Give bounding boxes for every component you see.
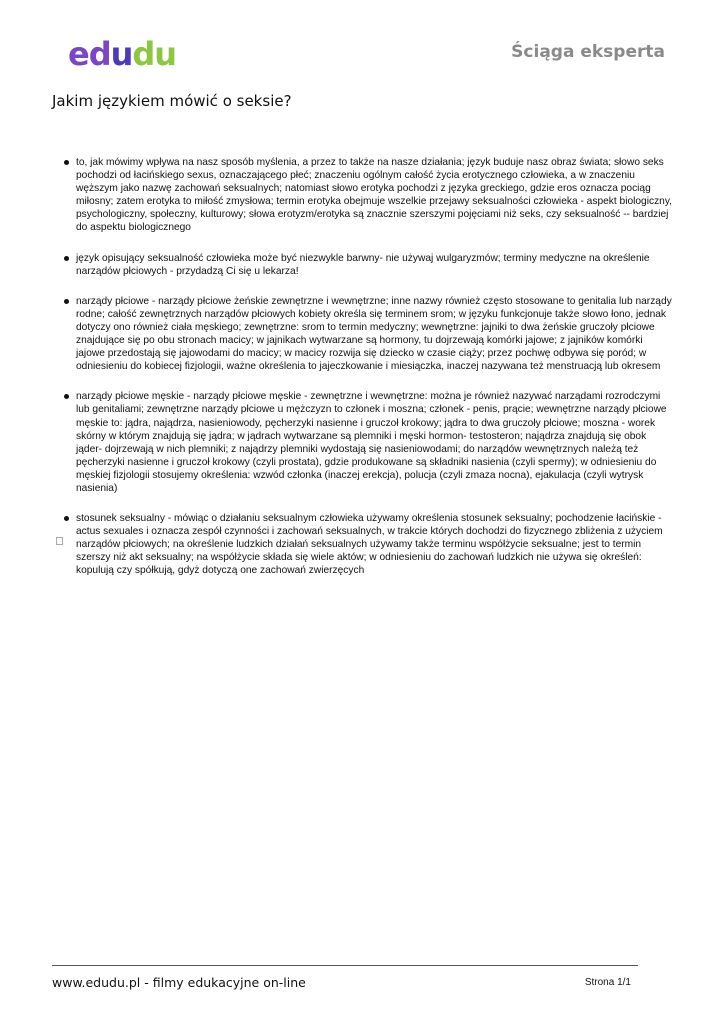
logo-part-1: ed <box>68 35 111 73</box>
list-item <box>62 252 672 278</box>
bullet-icon <box>64 394 69 399</box>
list-item-text: narządy płciowe męskie - narządy płciowe męskie - zewnętrzne i wewnętrzne: można je również nazywać narządami rozrodczymi lub genitaliami; zewnętrzne narządy płciowe u mężczyzn to członek i moszna; członek - penis, prącie; wewnętrzne narządy płciowe męskie to: jądra, najądrza, nasieniowody, pęcherzyki nasienne i gruczoł krokowy; jądra to dwa gruczoły płciowe; moszna - worek skórny w którym znajdują się jądra; w jądrach wytwarzane są plemniki i męski hormon- testosteron; najądrza znajdują się obok jąder- dojrzewają w nich plemniki; z najądrzy plemniki wydostają się nasieniowodami; do narządów wewnętrznych należą też pęcherzyki nasienne i gruczoł krokowy (czyli prostata), gdzie produkowane są składniki nasienia (czyli spermy); w odniesieniu do męskiej fizjologii stosujemy określenia: wzwód członka (inaczej erekcja), polucja (czyli zmaza nocna), ejakulacja (czyli wytrysk nasienia) <box>76 391 667 494</box>
list-item-text: to, jak mówimy wpływa na nasz sposób myślenia, a przez to także na nasze działania; język buduje nasz obraz świata; słowo seks pochodzi od łacińskiego sexus, oznaczającego płeć; znaczeniu ogólnym całość życia erotycznego człowieka, a w znaczeniu węższym jako nazwę zachowań seksualnych; natomiast słowo erotyka pochodzi z języka greckiego, gdzie eros oznacza pociąg miłosny; zatem erotyka to miłość zmysłowa; termin erotyka obejmuje wszelkie przejawy seksualności człowieka - aspekt biologiczny, psychologiczny, społeczny, kulturowy; słowa erotyzm/erotyka są znacznie szerszymi pojęciami niż seks, czy seksualność -- bardziej do aspektu biologicznego <box>76 157 672 234</box>
footer-link[interactable]: www.edudu.pl - filmy edukacyjne on-line <box>52 975 306 990</box>
list-item <box>62 512 672 577</box>
empty-checkbox-icon <box>56 537 63 545</box>
list-item <box>62 295 672 374</box>
list-item-text: stosunek seksualny - mówiąc o działaniu seksualnym człowieka używamy określenia stosunek seksualny; pochodzenie łacińskie - actus sexuales i oznacza zespół czynności i zachowań seksualnych, w trakcie których dochodzi do fizycznego zbliżenia z użyciem narządów płciowych; na określenie ludzkich działań seksualnych używamy także terminu współżycie seksualne; jest to termin szerszy niż akt seksualny; na współżycie składa się wiele aktów; w odniesieniu do zachowań ludzkich nie używa się określeń: kopulują czy spółkują, gdyż dotyczą one zachowań zwierzęcych <box>76 513 663 577</box>
page-title: Jakim językiem mówić o seksie? <box>52 92 292 110</box>
list-item <box>62 390 672 495</box>
list-item <box>62 156 672 235</box>
footer-divider <box>52 965 638 966</box>
logo-part-2: u <box>110 35 133 73</box>
bullet-list <box>62 156 672 595</box>
bullet-icon <box>64 256 69 261</box>
list-item-text: język opisujący seksualność człowieka może być niezwykle barwny- nie używaj wulgaryzmów; terminy medyczne na określenie narządów płciowych - przydadzą Ci się u lekarza! <box>76 252 650 277</box>
bullet-icon <box>64 516 69 521</box>
edudu-logo[interactable] <box>52 34 192 74</box>
list-item-text: narządy płciowe - narządy płciowe żeńskie zewnętrzne i wewnętrzne; inne nazwy również często stosowane to genitalia lub narządy rodne; całość zewnętrznych narządów płciowych kobiety określa się terminem srom; w języku funkcjonuje także słowo łono, jednak dotyczy ono również ciała męskiego; zewnętrzne: srom to termin medyczny; wewnętrzne: jajniki to dwa żeńskie gruczoły płciowe znajdujące się po obu stronach macicy; w jajnikach wytwarzane są hormony, tu dojrzewają komórki jajowe; z jajników komórki jajowe przedostają się jajowodami do macicy; w macicy rozwija się dziecko w czasie ciąży; przez pochwę odbywa się poród; w odniesieniu do kobiecej fizjologii, ważne określenia to jajeczkowanie i miesiączka, inaczej nazywana też menstruacją lub okresem <box>76 295 672 373</box>
logo-part-3: du <box>132 35 177 73</box>
header-title: Ściąga eksperta <box>511 42 665 62</box>
bullet-icon <box>64 160 69 165</box>
logo-text <box>68 34 176 74</box>
page-number: Strona 1/1 <box>584 977 631 988</box>
bullet-icon <box>64 299 69 304</box>
